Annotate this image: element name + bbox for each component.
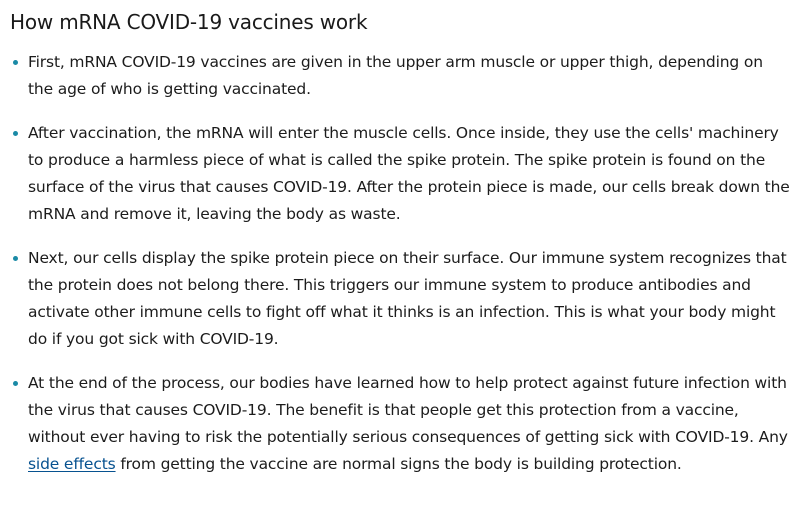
bullet-text-after-link: from getting the vaccine are normal signs the body is building protection. [115,455,682,473]
bullet-item [10,49,790,103]
bullet-item [10,120,790,228]
bullet-text: First, mRNA COVID-19 vaccines are given in the upper arm muscle or upper thigh, depending on the age of who is getting vaccinated. [28,53,763,98]
section-title: How mRNA COVID-19 vaccines work [10,10,368,34]
bullet-dot-icon [13,381,18,386]
bullet-list [10,49,790,478]
bullet-text-before-link: At the end of the process, our bodies have learned how to help protect against future infection with the virus that causes COVID-19. The benefit is that people get this protection from a vaccine, without ever having to risk the potentially serious consequences of getting sick with COVID-19. Any [28,374,788,446]
bullet-item [10,245,790,353]
bullet-item [10,370,790,478]
article-section [10,8,790,495]
bullet-text: Next, our cells display the spike protein piece on their surface. Our immune system recognizes that the protein does not belong there. This triggers our immune system to produce antibodies and activate other immune cells to fight off what it thinks is an infection. This is what your body might do if you got sick with COVID-19. [28,249,787,348]
side-effects-link[interactable]: side effects [28,455,116,473]
bullet-dot-icon [13,60,18,65]
bullet-dot-icon [13,256,18,261]
bullet-text: After vaccination, the mRNA will enter the muscle cells. Once inside, they use the cells' machinery to produce a harmless piece of what is called the spike protein. The spike protein is found on the surface of the virus that causes COVID-19. After the protein piece is made, our cells break down the mRNA and remove it, leaving the body as waste. [28,124,790,223]
bullet-dot-icon [13,131,18,136]
